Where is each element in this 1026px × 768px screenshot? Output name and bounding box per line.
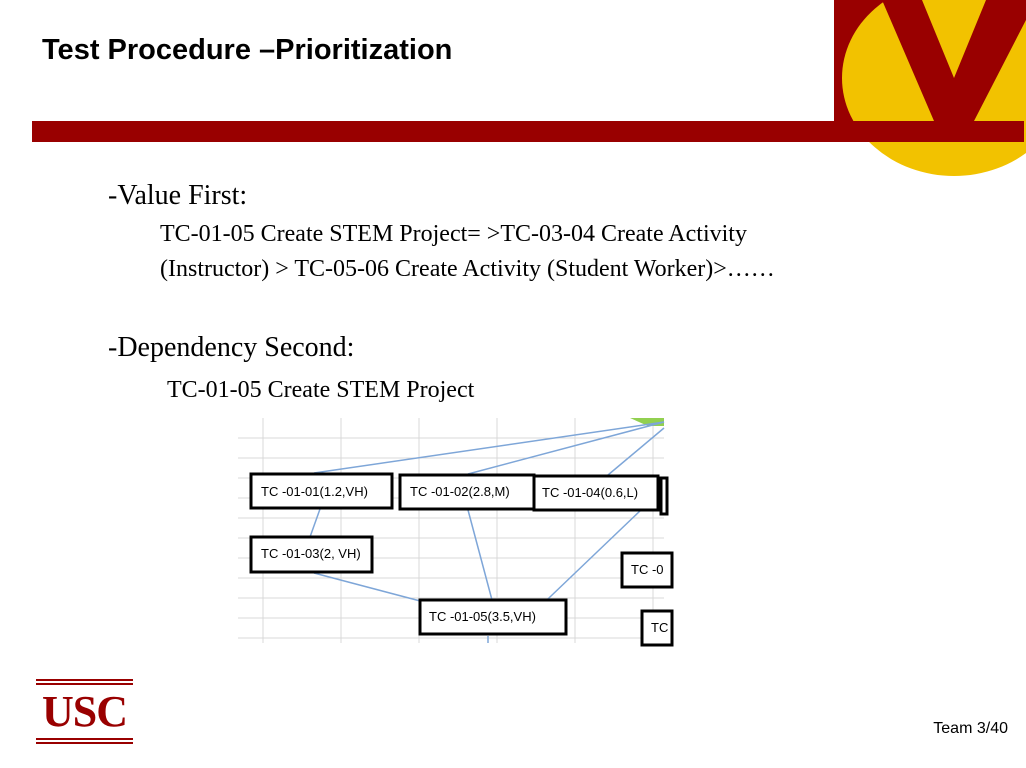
node-label: TC [651,620,669,635]
node-label: TC -01-05(3.5,VH) [429,609,536,624]
value-first-line-2: (Instructor) > TC-05-06 Create Activity (Student Worker)>…… [160,256,775,282]
node-label: TC -01-03(2, VH) [261,546,361,561]
dependency-diagram-svg [238,418,669,643]
dependency-second-heading: -Dependency Second: [108,332,355,363]
diagram-node [642,611,672,645]
node-fragment [661,478,667,514]
node-label: TC -01-01(1.2,VH) [261,484,368,499]
slide-footer: Team 3/40 [933,720,1008,737]
dependency-second-line-1: TC-01-05 Create STEM Project [167,377,475,403]
usc-logo-bottom-rule [36,738,133,740]
diagram-node [420,600,566,634]
usc-logo-top-rule-2 [36,683,133,685]
diagram-node [622,553,672,587]
dependency-diagram [238,418,669,643]
usc-logo-text: USC [41,687,128,736]
usc-logo-bottom-rule-2 [36,742,133,744]
v-logo-graphic [836,0,1026,121]
header-bar [32,121,1024,142]
value-first-heading: -Value First: [108,180,248,211]
diagram-node [251,474,392,508]
usc-logo [36,679,133,744]
diagram-node [534,476,658,510]
diagram-node [251,537,372,572]
node-label: TC -01-04(0.6,L) [542,485,639,500]
v-logo [834,0,1026,121]
slide-title: Test Procedure –Prioritization [42,34,453,66]
diagram-node [400,475,534,509]
usc-logo-top-rule [36,679,133,681]
value-first-line-1: TC-01-05 Create STEM Project= >TC-03-04 Create Activity [160,221,747,247]
node-label: TC -01-02(2.8,M) [410,484,510,499]
node-label: TC -0 [631,562,664,577]
